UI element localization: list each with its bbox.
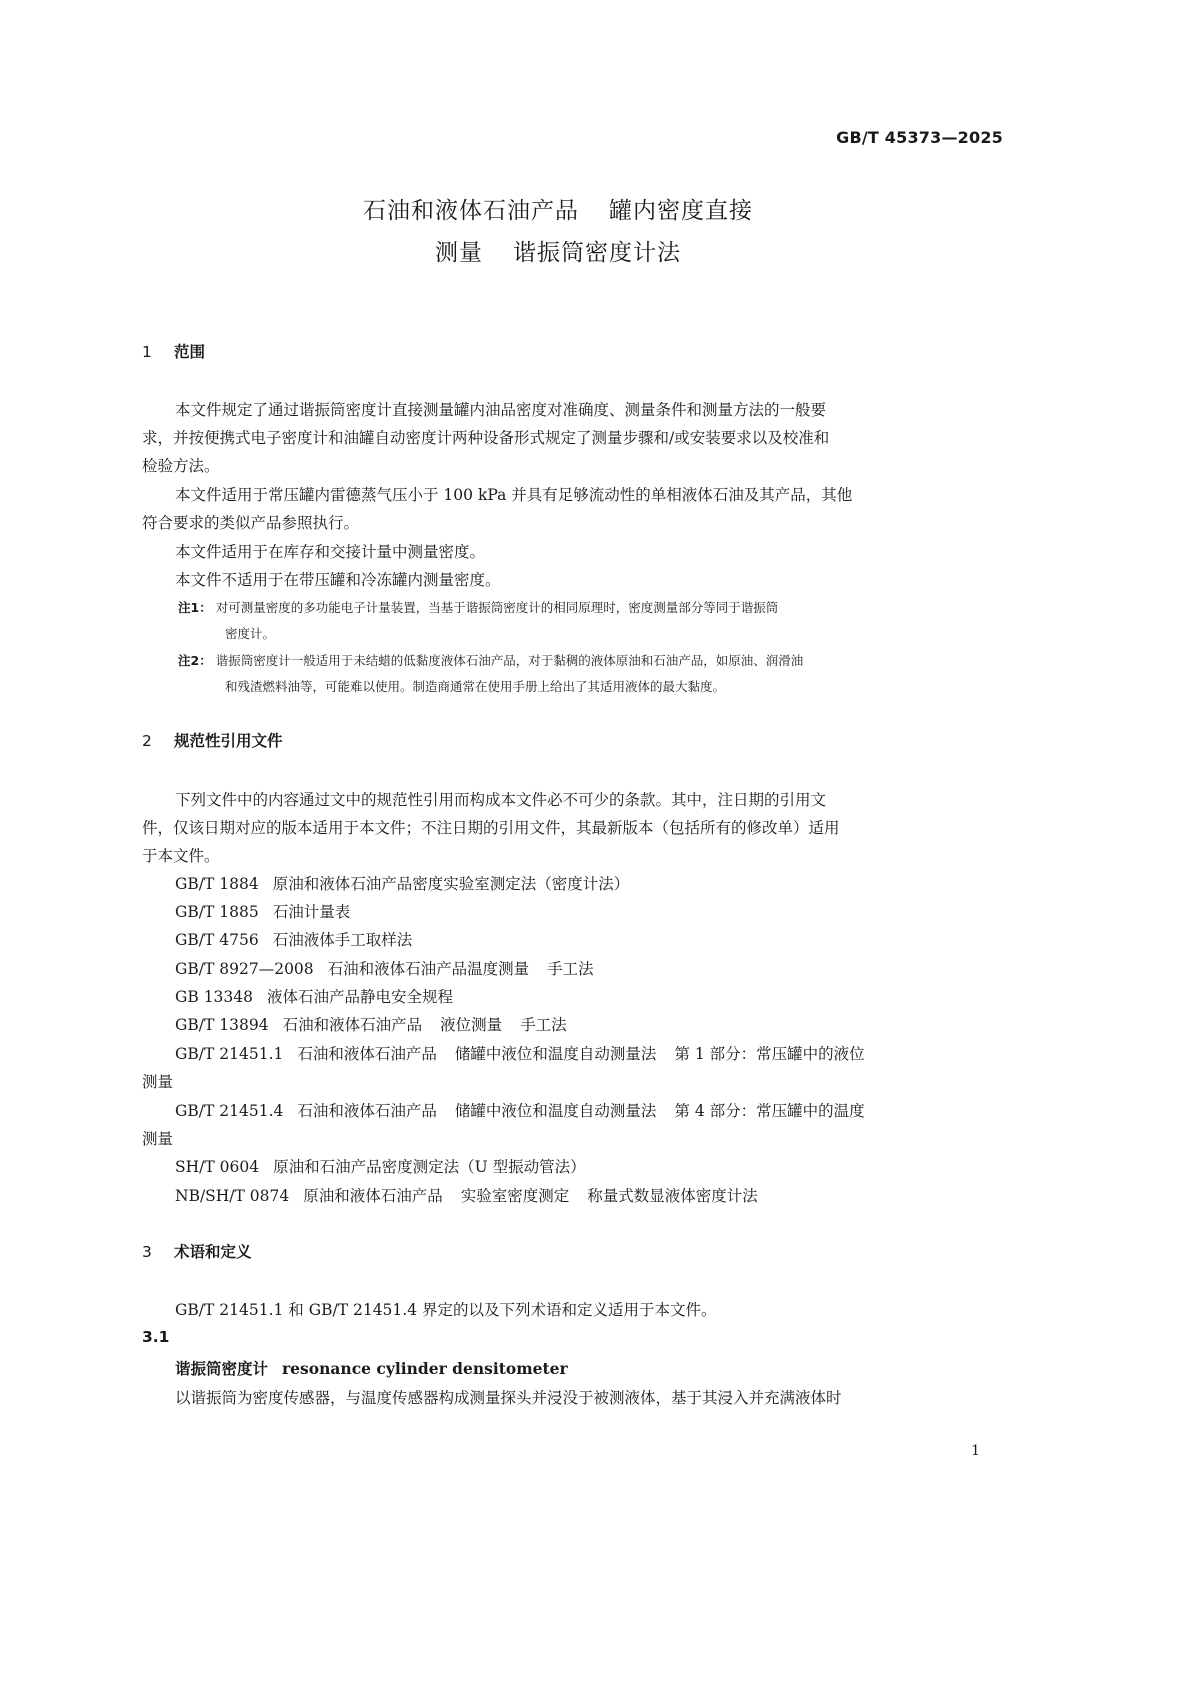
text-line: 于本文件。 xyxy=(142,847,220,865)
section-1-heading xyxy=(142,340,205,362)
reference-item xyxy=(175,1040,865,1068)
scope-paragraph-1 xyxy=(142,396,1002,480)
note-label: 注1： xyxy=(178,600,212,615)
reference-code: GB/T 1885 xyxy=(175,903,259,921)
page-number: 1 xyxy=(971,1443,980,1459)
reference-code: SH/T 0604 xyxy=(175,1158,260,1176)
reference-code: GB/T 1884 xyxy=(175,875,259,893)
reference-item xyxy=(175,955,594,983)
term-number: 3.1 xyxy=(142,1328,170,1346)
title-line-2 xyxy=(0,232,1116,274)
reference-title: 手工法 xyxy=(547,960,594,978)
text-line: 求，并按便携式电子密度计和油罐自动密度计两种设备形式规定了测量步骤和/或安装要求以及校准和 xyxy=(142,429,830,447)
reference-title: 石油液体手工取样法 xyxy=(272,931,413,949)
reference-title: 石油计量表 xyxy=(272,903,351,921)
reference-item xyxy=(175,870,629,898)
reference-title: 原油和液体石油产品 xyxy=(303,1187,443,1205)
reference-item xyxy=(175,983,453,1011)
title-part: 测量 xyxy=(435,240,483,266)
text-line: 下列文件中的内容通过文中的规范性引用而构成本文件必不可少的条款。其中，注日期的引用文 xyxy=(175,791,827,809)
section-title: 规范性引用文件 xyxy=(174,732,283,750)
reference-code: GB/T 21451.1 xyxy=(175,1045,284,1063)
section-number: 2 xyxy=(142,732,152,750)
text-line: GB/T 21451.1 和 GB/T 21451.4 界定的以及下列术语和定义适用于本文件。 xyxy=(175,1301,717,1319)
section-2-heading xyxy=(142,729,283,751)
text-line: 本文件不适用于在带压罐和冷冻罐内测量密度。 xyxy=(175,571,501,589)
document-title xyxy=(0,190,1116,274)
note-text: 密度计。 xyxy=(225,626,276,641)
reference-code: GB 13348 xyxy=(175,988,254,1006)
term-chinese: 谐振筒密度计 xyxy=(175,1360,269,1378)
reference-item xyxy=(175,1097,865,1125)
reference-title: 实验室密度测定 xyxy=(460,1187,570,1205)
note-text: 对可测量密度的多功能电子计量装置，当基于谐振筒密度计的相同原理时，密度测量部分等同于谐振筒 xyxy=(215,600,779,615)
text-line: 本文件适用于在库存和交接计量中测量密度。 xyxy=(175,543,486,561)
reference-code: GB/T 13894 xyxy=(175,1016,269,1034)
standard-code: GB/T 45373—2025 xyxy=(836,128,1003,147)
note-2 xyxy=(178,648,1004,700)
reference-title: 测量 xyxy=(142,1130,174,1148)
reference-title: 第 4 部分：常压罐中的温度 xyxy=(674,1102,865,1120)
term-english: resonance cylinder densitometer xyxy=(282,1359,568,1378)
reference-title: 原油和液体石油产品密度实验室测定法（密度计法） xyxy=(272,875,630,893)
reference-title: 石油和液体石油产品 xyxy=(282,1016,423,1034)
text-line: 符合要求的类似产品参照执行。 xyxy=(142,514,360,532)
section-number: 1 xyxy=(142,343,152,361)
reference-title: 原油和石油产品密度测定法（U 型振动管法） xyxy=(273,1158,586,1176)
reference-item xyxy=(175,926,412,954)
reference-code: GB/T 8927—2008 xyxy=(175,960,314,978)
reference-title: 石油和液体石油产品 xyxy=(297,1102,437,1120)
note-label: 注2： xyxy=(178,653,212,668)
note-text: 和残渣燃料油等，可能难以使用。制造商通常在使用手册上给出了其适用液体的最大黏度。 xyxy=(225,679,726,694)
reference-item xyxy=(175,1011,567,1039)
reference-continuation xyxy=(142,1068,173,1096)
title-line-1 xyxy=(0,190,1116,232)
scope-paragraph-3 xyxy=(142,538,1002,566)
reference-title: 液位测量 xyxy=(440,1016,503,1034)
text-line: 本文件规定了通过谐振筒密度计直接测量罐内油品密度对准确度、测量条件和测量方法的一般要 xyxy=(175,401,827,419)
scope-paragraph-2 xyxy=(142,481,1002,537)
term-definition xyxy=(142,1384,1002,1412)
section-title: 范围 xyxy=(174,343,206,361)
reference-title: 测量 xyxy=(142,1073,174,1091)
reference-code: GB/T 21451.4 xyxy=(175,1102,284,1120)
section-number: 3 xyxy=(142,1243,152,1261)
reference-title: 手工法 xyxy=(520,1016,567,1034)
title-part: 石油和液体石油产品 xyxy=(363,198,579,224)
reference-title: 储罐中液位和温度自动测量法 xyxy=(454,1102,657,1120)
reference-title: 称量式数显液体密度计法 xyxy=(587,1187,758,1205)
reference-title: 石油和液体石油产品 xyxy=(297,1045,437,1063)
normative-intro xyxy=(142,786,1002,870)
scope-paragraph-4 xyxy=(142,566,1002,594)
note-text: 谐振筒密度计一般适用于未结蜡的低黏度液体石油产品，对于黏稠的液体原油和石油产品，如原油、润滑油 xyxy=(215,653,804,668)
title-part: 谐振筒密度计法 xyxy=(513,240,681,266)
terms-intro xyxy=(142,1296,1002,1324)
reference-item xyxy=(175,898,350,926)
term-entry xyxy=(175,1357,568,1379)
reference-continuation xyxy=(142,1125,173,1153)
title-part: 罐内密度直接 xyxy=(609,198,753,224)
reference-title: 石油和液体石油产品温度测量 xyxy=(327,960,530,978)
note-1 xyxy=(178,595,1004,647)
text-line: 以谐振筒为密度传感器，与温度传感器构成测量探头并浸没于被测液体，基于其浸入并充满液体时 xyxy=(175,1389,842,1407)
reference-title: 第 1 部分：常压罐中的液位 xyxy=(674,1045,865,1063)
reference-code: GB/T 4756 xyxy=(175,931,259,949)
reference-title: 液体石油产品静电安全规程 xyxy=(267,988,454,1006)
section-title: 术语和定义 xyxy=(174,1243,252,1261)
reference-item xyxy=(175,1153,586,1181)
reference-title: 储罐中液位和温度自动测量法 xyxy=(454,1045,657,1063)
text-line: 件，仅该日期对应的版本适用于本文件；不注日期的引用文件，其最新版本（包括所有的修改单）适用 xyxy=(142,819,840,837)
text-line: 检验方法。 xyxy=(142,457,220,475)
section-3-heading xyxy=(142,1240,252,1262)
reference-code: NB/SH/T 0874 xyxy=(175,1187,290,1205)
reference-item xyxy=(175,1182,758,1210)
text-line: 本文件适用于常压罐内雷德蒸气压小于 100 kPa 并具有足够流动性的单相液体石油及其产品，其他 xyxy=(175,486,853,504)
